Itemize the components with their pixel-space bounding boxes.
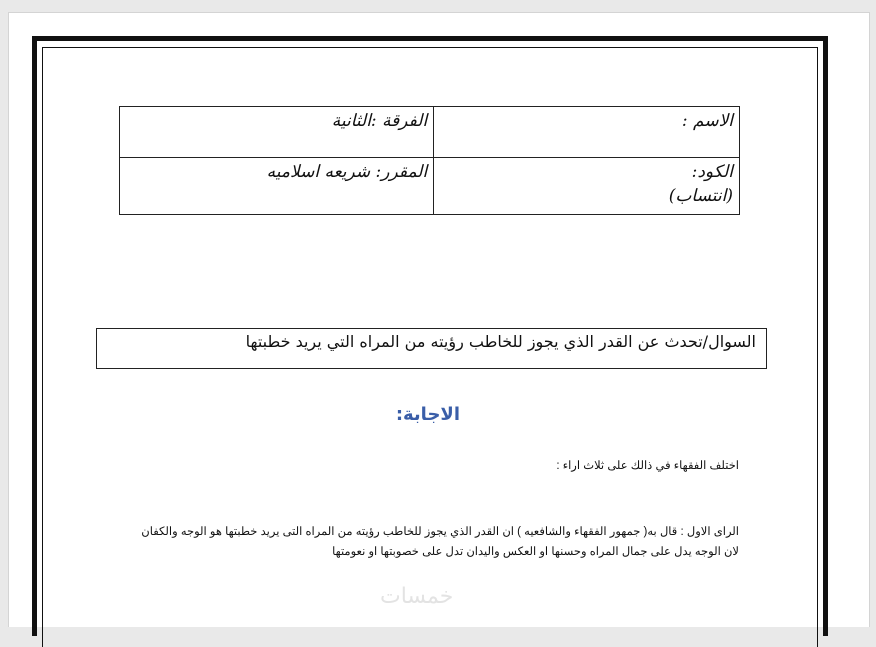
name-label: الاسم : [681, 111, 733, 131]
course-cell [120, 158, 434, 215]
code-label: الكود: [691, 162, 733, 182]
question-box [96, 328, 767, 369]
year-label: الفرقة :الثانية [331, 111, 428, 131]
course-label: المقرر: شريعه اسلاميه [266, 162, 428, 182]
opinion-1-paragraph: الراى الاول : قال به( جمهور الفقهاء والشافعيه ) ان القدر الذي يجوز للخاطب رؤيته من المراه التى يريد خطبتها هو الوجه والكفان لان الوجه يدل على جمال المراه وحسنها او العكس واليدان تدل على خصوبتها او نعومتها [141, 526, 739, 558]
code-cell [434, 158, 740, 215]
year-cell [120, 107, 434, 158]
answer-heading: الاجابة: [395, 404, 460, 425]
name-cell [434, 107, 740, 158]
student-info-table [119, 106, 740, 215]
question-text: السوال/تحدث عن القدر الذي يجوز للخاطب رؤيته من المراه التي يريد خطبتها [245, 332, 756, 351]
intro-text: اختلف الفقهاء في ذالك على ثلاث اراء : [556, 460, 739, 472]
code-note: (انتساب) [668, 186, 733, 206]
watermark-logo: خمسات [380, 584, 454, 609]
